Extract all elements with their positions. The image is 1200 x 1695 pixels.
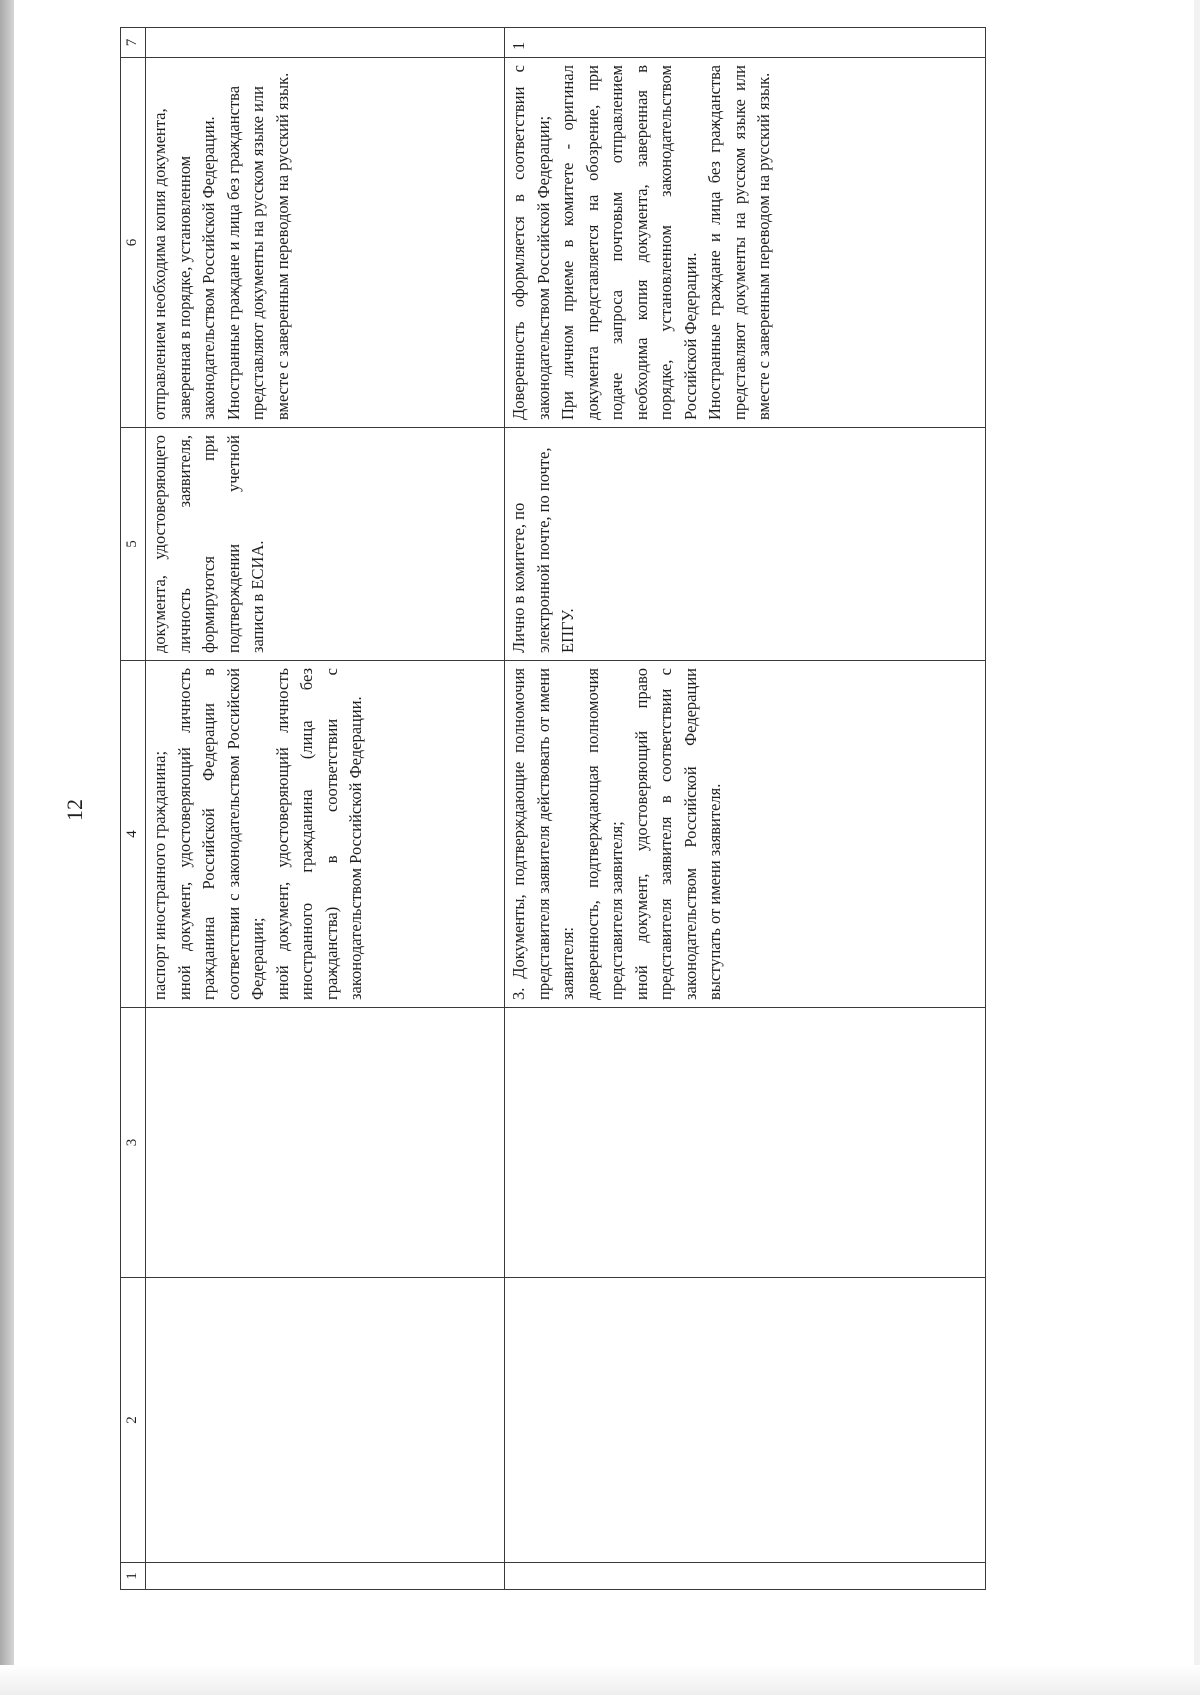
table-cell-documents: [146, 661, 505, 1008]
table-cell-method: [146, 428, 505, 661]
cell-paragraph: отправлением необходима копия документа, заверенная в порядке, установленном законодательством Российской Федерации.: [150, 108, 218, 420]
table-cell: [146, 1008, 505, 1278]
table-cell-method: [505, 428, 986, 661]
header-cell: 1: [121, 1563, 146, 1590]
table-cell-requirements: [505, 58, 986, 428]
cell-paragraph: иной документ, удостоверяющий личность иностранного гражданина (лица без гражданства) в соответствии с законодательством Российской Федерации.: [272, 668, 365, 1000]
cell-paragraph: Лично в комитете, по электронной почте, по почте, ЕПГУ.: [509, 447, 577, 653]
rotated-page: [120, 28, 1020, 1590]
cell-paragraph: 3. Документы, подтверждающие полномочия представителя заявителя действовать от имени заявителя:: [509, 668, 577, 1000]
cell-paragraph: доверенность, подтверждающая полномочия представителя заявителя;: [582, 668, 626, 1000]
table-row: [146, 28, 505, 1590]
table-cell: 1: [505, 28, 986, 58]
table-cell: [505, 1278, 986, 1563]
cell-paragraph: документа, удостоверяющего личность заявителя, формируются при подтверждении учетной записи в ЕСИА.: [150, 435, 267, 653]
table-cell: [146, 1278, 505, 1563]
table-cell: [146, 28, 505, 58]
cell-paragraph: иной документ, удостоверяющий право представителя заявителя в соответствии с законодательством Российской Федерации выступать от имени заявителя.: [631, 668, 724, 1000]
header-row: [121, 28, 146, 1590]
page-number: 12: [62, 799, 87, 821]
table-cell: [505, 1008, 986, 1278]
table-row: [505, 28, 986, 1590]
cell-paragraph: Иностранные граждане и лица без гражданства представляют документы на русском языке или вместе с заверенным переводом на русский язык.: [223, 72, 292, 420]
header-cell: 4: [121, 661, 146, 1008]
table-cell-requirements: [146, 58, 505, 428]
header-cell: 3: [121, 1008, 146, 1278]
table-cell-documents: [505, 661, 986, 1008]
scan-edge-left: [0, 0, 14, 1695]
cell-paragraph: иной документ, удостоверяющий личность гражданина Российской Федерации в соответствии с законодательством Российской Федерации;: [174, 668, 267, 1000]
cell-paragraph: Доверенность оформляется в соответствии с законодательством Российской Федерации;: [509, 65, 553, 420]
header-cell: 7: [121, 28, 146, 58]
scan-edge-bottom: [0, 1665, 1200, 1695]
cell-paragraph: Иностранные граждане и лица без гражданства представляют документы на русском языке или вместе с заверенным переводом на русский язык.: [705, 65, 773, 420]
header-cell: 5: [121, 428, 146, 661]
table-cell: [146, 1563, 505, 1590]
cell-paragraph: паспорт иностранного гражданина;: [150, 750, 169, 1000]
table-cell: [505, 1563, 986, 1590]
document-table: [120, 27, 986, 1590]
header-cell: 2: [121, 1278, 146, 1563]
header-cell: 6: [121, 58, 146, 428]
scan-edge-right: [1194, 0, 1200, 1695]
cell-paragraph: При личном приеме в комитете - оригинал документа представляется на обозрение, при подаче запроса почтовым отправлением необходима копия документа, заверенная в порядке, установленном законодательством Российской Федерации.: [558, 65, 700, 420]
